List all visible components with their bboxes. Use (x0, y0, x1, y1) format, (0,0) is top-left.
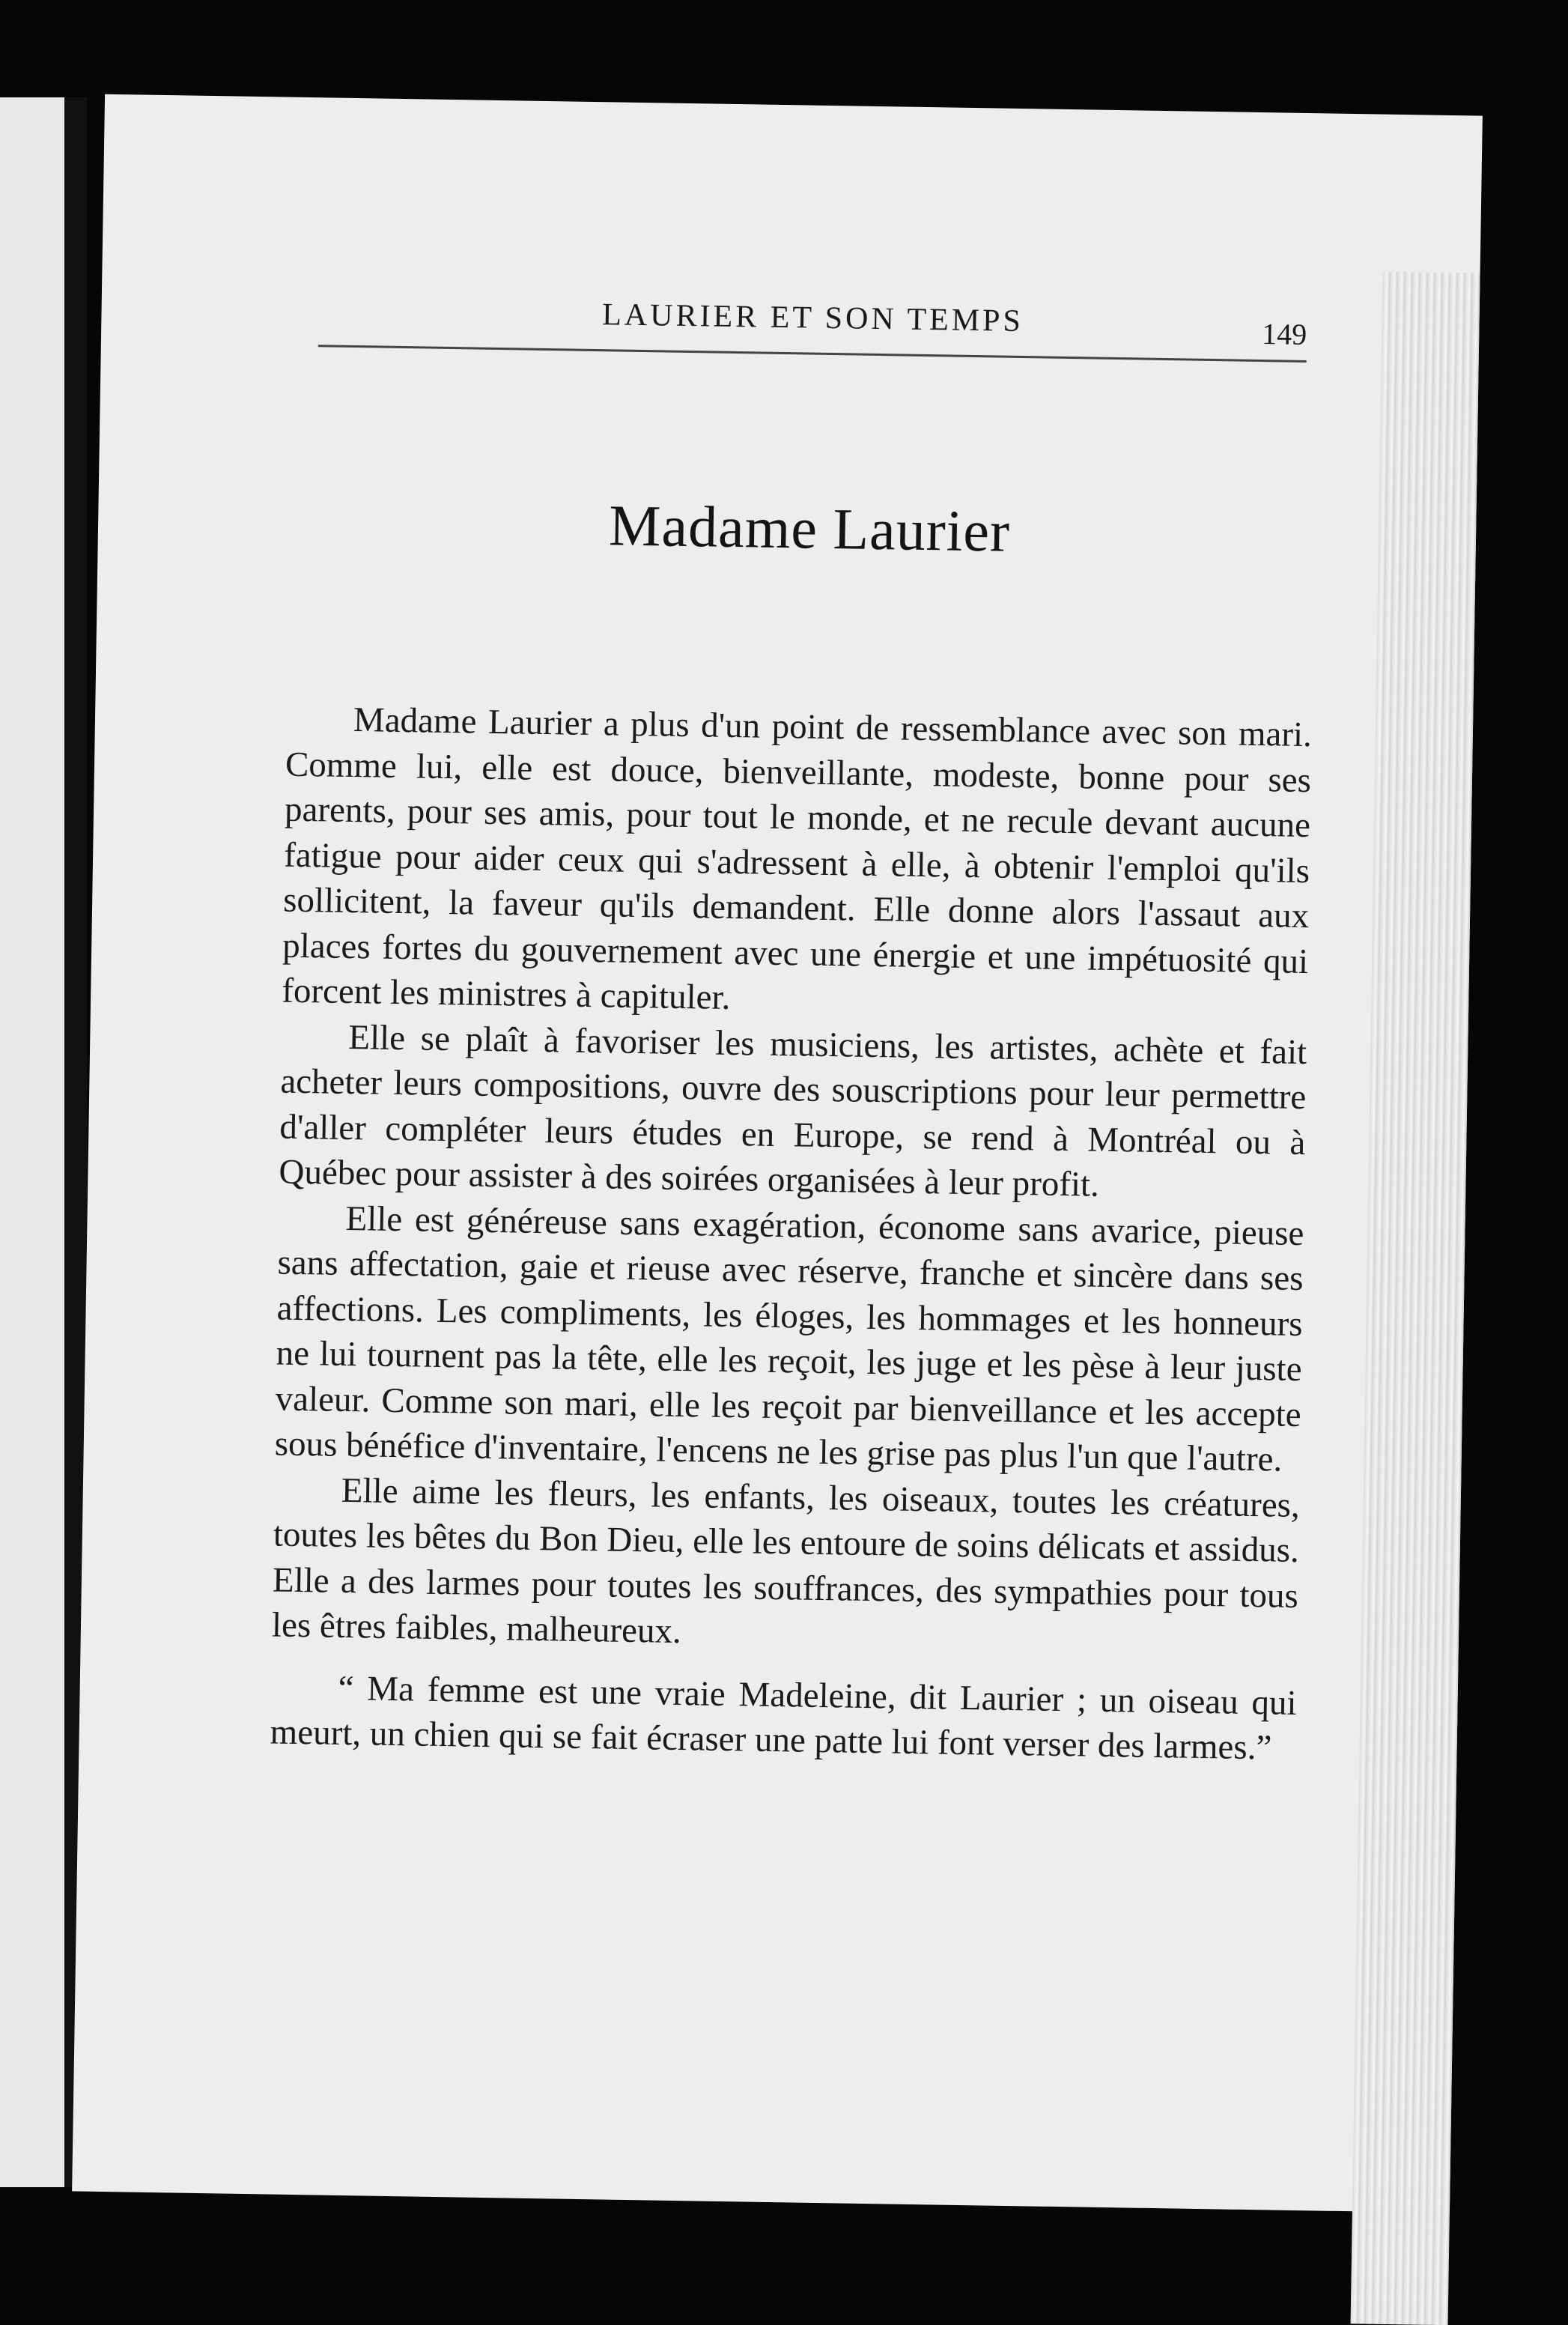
page-number: 149 (1261, 317, 1307, 351)
page-header (318, 285, 1307, 363)
paragraph: Elle est généreuse sans exagération, économe sans avarice, pieuse sans affectation, gaie et rieuse avec réserve, franche et sincère dans ses affections. Les compliments, les éloges, les hommages et les honneurs ne lui tournent pas la tête, elle les reçoit, les juge et les pèse à leur juste valeur. Comme son mari, elle les reçoit par bienveillance et les accepte sous bénéfice d'inventaire, l'encens ne les grise pas plus l'un que l'autre. (274, 1198, 1304, 1479)
body-text (270, 697, 1312, 1771)
paragraph: Elle aime les fleurs, les enfants, les oiseaux, toutes les créatures, toutes les bêtes du Bon Dieu, elle les entoure de soins délicats et assidus. Elle a des larmes pour toutes les souffrances, des sympathies pour tous les êtres faibles, malheureux. (271, 1470, 1301, 1652)
chapter-title: Madame Laurier (608, 492, 1011, 564)
running-head: LAURIER ET SON TEMPS (601, 297, 1024, 339)
paragraph: Madame Laurier a plus d'un point de ressemblance avec son mari. Comme lui, elle est douce, bienveillante, modeste, bonne pour ses parents, pour ses amis, pour tout le monde, et ne recule devant aucune fatigue pour aider ceux qui s'adressent à elle, à obtenir l'emploi qu'ils sollicitent, la faveur qu'ils demandent. Elle donne alors l'assaut aux places fortes du gouvernement avec une énergie et une impétuosité qui forcent les ministres à capituler. (281, 700, 1313, 1017)
paragraph: Elle se plaît à favoriser les musiciens, les artistes, achète et fait acheter leurs compositions, ouvre des souscriptions pour leur permettre d'aller compléter leurs études en Europe, se rend à Montréal ou à Québec pour assister à des soirées organisées à leur profit. (279, 1017, 1307, 1204)
quote-paragraph: “ Ma femme est une vraie Madeleine, dit Laurier ; un oiseau qui meurt, un chien qui se fait écraser une patte lui font verser des larmes.” (270, 1668, 1297, 1768)
book-page (72, 94, 1483, 2213)
page-edges (1351, 272, 1480, 2325)
facing-page-edge (0, 97, 64, 2187)
